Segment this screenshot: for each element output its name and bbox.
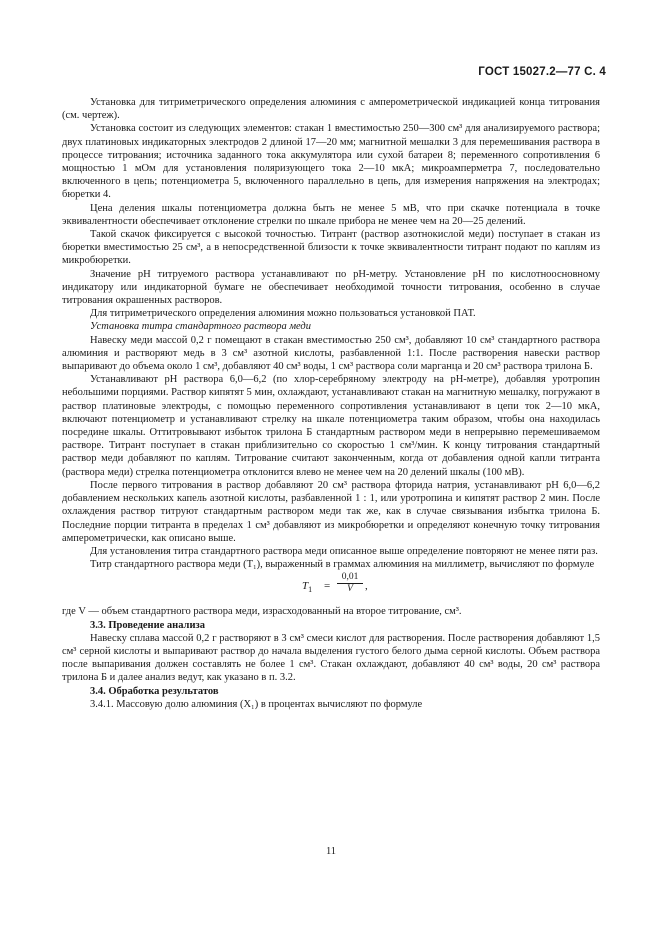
formula-comma: , bbox=[365, 580, 368, 593]
document-body bbox=[62, 96, 600, 711]
section-heading-analysis: 3.3. Проведение анализа bbox=[90, 619, 205, 631]
titer-formula bbox=[62, 571, 600, 605]
document-header: ГОСТ 15027.2—77 С. 4 bbox=[478, 66, 606, 78]
paragraph-ph-value: Значение рН титруемого раствора устанавливают по рН-метру. Установление рН по кислотноосновному индикатору или индикаторной бумаге не обеспечивает необходимой точности титрования, особенно в случае титрования окрашенных растворов. bbox=[62, 268, 600, 307]
formula-denominator: V bbox=[347, 584, 353, 595]
paragraph-analysis: Навеску сплава массой 0,2 г растворяют в 3 см³ смеси кислот для растворения. После растворения добавляют 1,5 см³ серной кислоты и выпаривают раствор до начала выделения густого белого дыма серной кислоты. Объем раствора после выпаривания должен составлять не более 1 см³. Стакан охлаждают, добавляют 40 см³ воды, 20 см³ раствора трилона Б и далее анализ ведут, как указано в п. 3.2. bbox=[62, 632, 600, 684]
subheading-titer: Установка титра стандартного раствора меди bbox=[90, 321, 311, 333]
formula-equals: = bbox=[324, 580, 331, 593]
paragraph-copper-sample: Навеску меди массой 0,2 г помещают в стакан вместимостью 250 см³, добавляют 10 см³ стандартного раствора алюминия и растворяют медь в 3 см³ азотной кислоты, разбавленной 1:1. После растворения навески раствор выпаривают до объема около 1 см³, добавляют 40 см³ воды, 1 см³ раствора соли марганца и 20 см³ раствора трилона Б. bbox=[62, 334, 600, 373]
paragraph-titer-formula-intro: Титр стандартного раствора меди (T₁), выраженный в граммах алюминия на миллиметр, вычисляют по формуле bbox=[90, 559, 595, 571]
paragraph-formula-where: где V — объем стандартного раствора меди, израсходованный на второе титрование, см³. bbox=[62, 606, 462, 618]
section-heading-results: 3.4. Обработка результатов bbox=[90, 685, 219, 697]
paragraph-pat-setup: Для титриметрического определения алюминия можно пользоваться установкой ПАТ. bbox=[90, 308, 476, 320]
page-number: 11 bbox=[325, 846, 337, 857]
paragraph-potential-jump: Такой скачок фиксируется с высокой точностью. Титрант (раствор азотнокислой меди) поступает в стакан из бюретки вместимостью 25 см³, а в непосредственной близости к точке эквивалентности титрант подают по каплям из микробюретки. bbox=[62, 229, 600, 267]
formula-numerator: 0,01 bbox=[337, 572, 363, 584]
paragraph-repeat: Для установления титра стандартного раствора меди описанное выше определение повторяют не менее пяти раз. bbox=[90, 545, 598, 557]
paragraph-scale-division: Цена деления шкалы потенциометра должна быть не менее 5 мВ, что при скачке потенциала в точке эквивалентности обеспечивает отклонение стрелки по шкале прибора не менее чем на 20—25 делений. bbox=[62, 202, 600, 227]
paragraph-ph-setting: Устанавливают рН раствора 6,0—6,2 (по хлор-серебряному электроду на рН-метре), добавляя уротропин небольшими порциями. Раствор кипятят 5 мин, охлаждают, устанавливают стакан на магнитную мешалку, погружают в раствор платиновые электроды, с помощью переменного сопротивления устанавливают в цепи ток 2—10 мкА, включают потенциометр и устанавливают стрелку на шкале потенциометра таким образом, чтобы она находилась посредине шкалы. Оттитровывают избыток трилона Б стандартным раствором меди в непрерывно перемешиваемом растворе. Титрант поступает в стакан приблизительно со скоростью 1 см³/мин. К концу титрования стандартный раствор меди добавляют по каплям. Титрование считают законченным, когда от добавления одной капли титранта (раствора меди) стрелка потенциометра отклонится влево не менее чем на 20 делений шкалы (100 мВ). bbox=[62, 374, 600, 478]
paragraph-setup-intro: Установка для титриметрического определения алюминия с амперометрической индикацией конца титрования (см. чертеж). bbox=[62, 97, 600, 122]
document-page bbox=[62, 0, 606, 936]
formula-fraction bbox=[337, 572, 363, 595]
formula-lhs: $T_1$ bbox=[302, 580, 313, 595]
paragraph-setup-elements: Установка состоит из следующих элементов: стакан 1 вместимостью 250—300 см³ для анализируемого раствора; двух платиновых индикаторных электродов 2 длиной 17—20 мм; магнитной мешалки 3 для перемешивания раствора в процессе титрования; источника заданного тока аккумулятора или сухой батареи 8; переменного сопротивления 6 мощностью 1 мОм для установления поляризующего тока 2—10 мкА; микроамперметра 7, последовательно включенного в цепь; потенциометра 5, включенного параллельно в цепь, для измерения напряжения на электродах; бюретки 4. bbox=[62, 123, 600, 201]
paragraph-second-titration: После первого титрования в раствор добавляют 20 см³ раствора фторида натрия, устанавливают рН 6,0—6,2 добавлением нескольких капель азотной кислоты, разбавленной 1 : 1, или уротропина и кипятят раствор 2 мин. После охлаждения раствор титруют стандартным раствором меди так же, как в случае связывания избытка трилона Б. Последние порции титранта в пределах 1 см³ добавляют из микробюретки и определяют конечную точку титрования амперометрически, как описано выше. bbox=[62, 479, 600, 544]
paragraph-results-formula-intro: 3.4.1. Массовую долю алюминия (X₁) в процентах вычисляют по формуле bbox=[90, 698, 423, 710]
